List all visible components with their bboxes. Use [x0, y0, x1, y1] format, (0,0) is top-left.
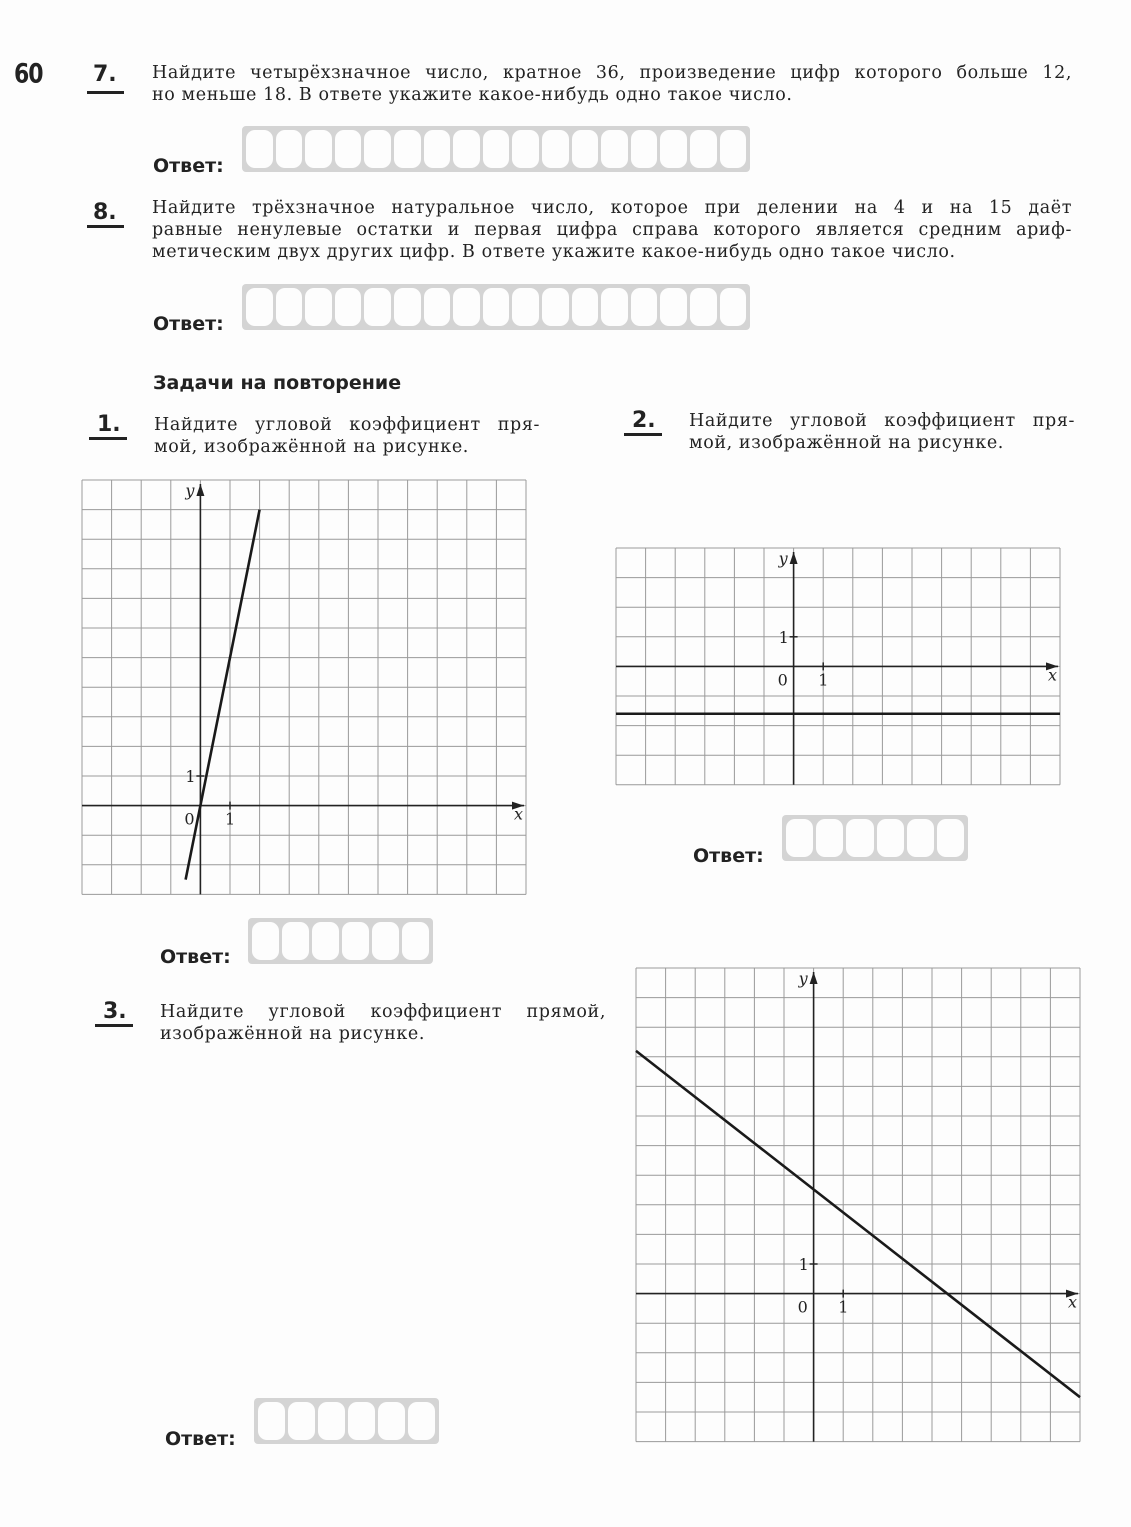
y-axis-label: y — [778, 549, 788, 568]
answer-label: Ответ: — [165, 1428, 236, 1450]
task-number-underline — [89, 437, 127, 440]
task-text-line: мой, изображённой на рисунке. — [689, 433, 1004, 453]
x-axis-label: x — [1048, 665, 1058, 685]
answer-label: Ответ: — [693, 845, 764, 867]
y-axis-label: y — [798, 969, 808, 988]
task-number: 3. — [103, 999, 127, 1024]
task-number-underline — [87, 91, 124, 94]
graph-2 — [614, 546, 1062, 790]
page-number: 60 — [14, 59, 43, 90]
answer-box[interactable] — [254, 1398, 439, 1444]
y-axis-arrow — [810, 972, 818, 984]
x-tick-label: 1 — [225, 809, 236, 829]
origin-label: 0 — [184, 809, 195, 829]
task-text-line: мой, изображённой на рисунке. — [154, 437, 469, 457]
origin-label: 0 — [797, 1297, 808, 1317]
origin-label: 0 — [777, 670, 788, 690]
task-text-line: Найдите угловой коэффициент пря- — [689, 411, 1075, 431]
task-text — [689, 410, 1075, 454]
task-number-underline — [87, 225, 124, 228]
graph-line — [636, 1051, 1080, 1397]
y-axis-arrow — [196, 484, 204, 496]
task-text-line: Найдите угловой коэффициент прямой, — [160, 1002, 606, 1022]
graph-line — [186, 510, 260, 880]
task-number: 7. — [93, 62, 117, 87]
x-tick-label: 1 — [838, 1297, 849, 1317]
task-text-line: Найдите угловой коэффициент пря- — [154, 415, 540, 435]
answer-box[interactable] — [242, 126, 750, 172]
answer-label: Ответ: — [160, 946, 231, 968]
y-tick-label: 1 — [778, 627, 789, 647]
x-axis-label: x — [514, 804, 524, 824]
task-text-line: Найдите трёхзначное натуральное число, которое при делении на 4 и на 15 даёт — [152, 198, 1072, 218]
task-text-line: метическим двух других цифр. В ответе укажите какое-нибудь одно такое число. — [152, 242, 956, 262]
task-text — [154, 414, 540, 458]
answer-box[interactable] — [242, 284, 750, 330]
task-text — [152, 62, 1072, 106]
task-text-line: равные ненулевые остатки и первая цифра справа которого является средним ариф- — [152, 220, 1072, 240]
task-text — [160, 1001, 606, 1045]
y-tick-label: 1 — [798, 1255, 809, 1274]
y-axis-label: y — [185, 481, 195, 500]
task-number: 1. — [97, 412, 121, 437]
task-number: 8. — [93, 200, 117, 225]
task-number-underline — [624, 433, 662, 436]
y-axis-arrow — [790, 552, 798, 564]
task-number: 2. — [632, 408, 656, 433]
graph-1 — [80, 478, 530, 898]
task-text-line: Найдите четырёхзначное число, кратное 36, произведение цифр которого больше 12, — [152, 63, 1072, 83]
section-title: Задачи на повторение — [153, 372, 402, 394]
answer-label: Ответ: — [153, 313, 224, 335]
task-text — [152, 197, 1072, 263]
task-number-underline — [95, 1024, 133, 1027]
task-text-line: но меньше 18. В ответе укажите какое-нибудь одно такое число. — [152, 85, 793, 105]
y-tick-label: 1 — [185, 767, 196, 786]
answer-box[interactable] — [782, 815, 968, 861]
task-text-line: изображённой на рисунке. — [160, 1024, 426, 1044]
x-axis-label: x — [1068, 1292, 1078, 1312]
graph-3 — [634, 966, 1086, 1446]
x-tick-label: 1 — [818, 670, 829, 690]
answer-label: Ответ: — [153, 155, 224, 177]
answer-box[interactable] — [248, 918, 433, 964]
